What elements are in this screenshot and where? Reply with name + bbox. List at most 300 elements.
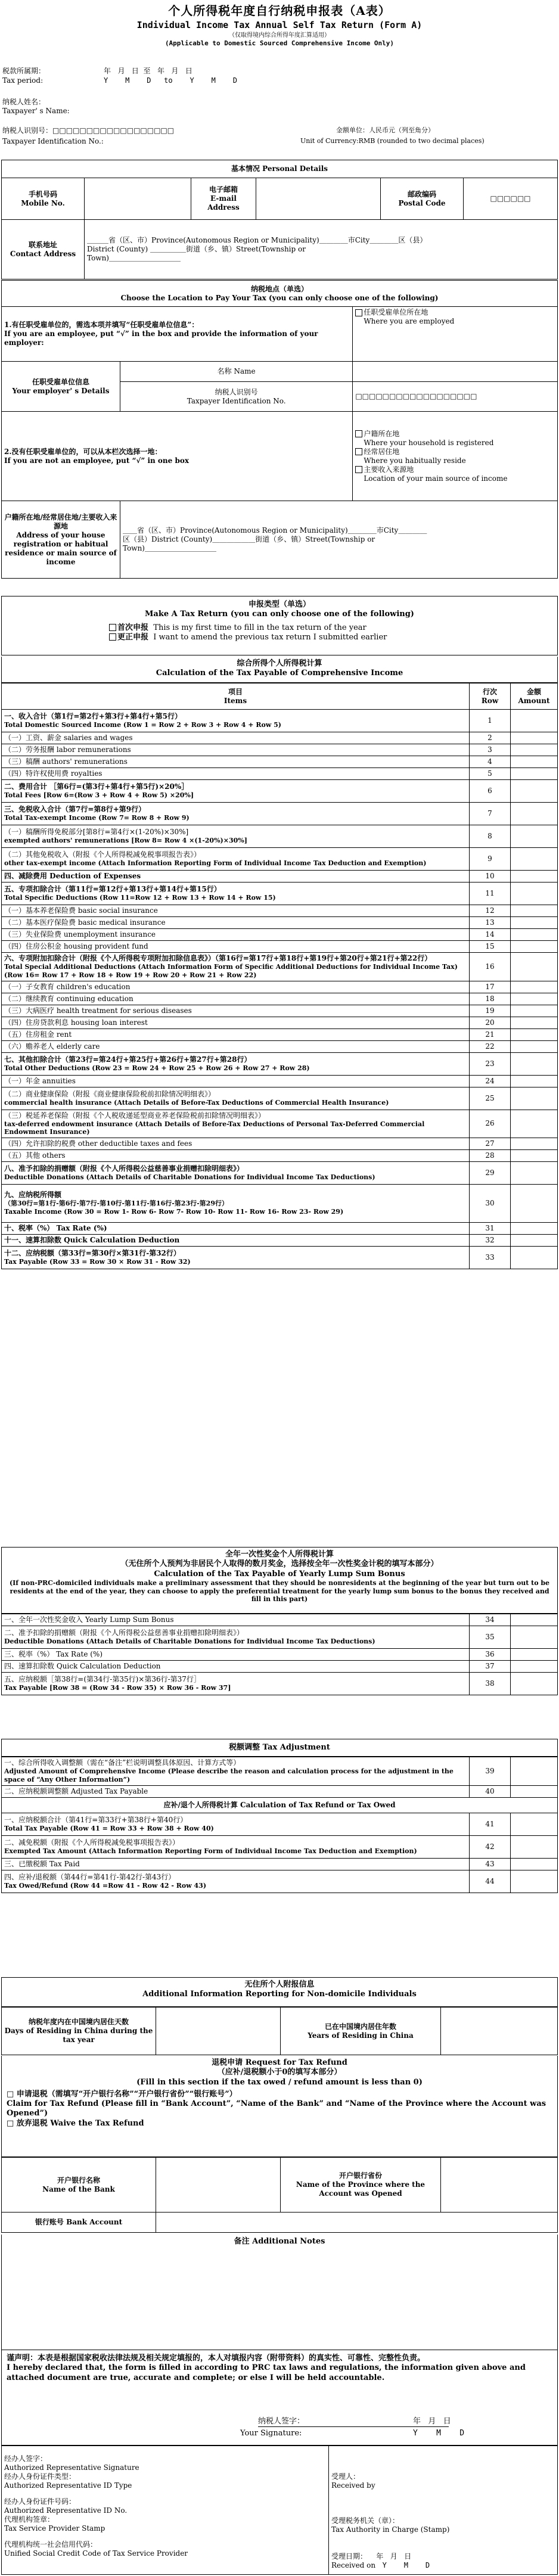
q1-checkbox[interactable] [355,309,362,316]
row-number: 42 [470,1835,511,1858]
row-item-label [2,1040,470,1052]
row-item-label-en: Total Fees [Row 6=(Row 3 + Row 4 + Row 5) ×20%] [4,791,194,800]
table-row [2,1858,558,1870]
bank-name-input[interactable] [156,2158,281,2213]
table-row [2,1661,558,1673]
location-title-en: Choose the Location to Pay Your Tax (you can only choose one of the following) [120,293,439,302]
row-amount-input[interactable] [511,848,558,871]
bank-table [1,2157,558,2233]
row-item-label-cn: （一）子女教育 children's education [4,982,131,991]
row-item-label-cn: 六、专项附加扣除合计（附报《个人所得税专项附加扣除信息表》）（第16行=第17行+第18行+第19行+第20行+第21行+第22行） [4,954,432,962]
row-item-label [2,1757,470,1786]
row-item-label [2,768,470,780]
authority-cn: 受理税务机关（章）： [331,2516,400,2525]
row-amount-input[interactable] [511,1040,558,1052]
col-item-en: Items [223,696,247,705]
unit-en: Unit of Currency:RMB (rounded to two decimal places) [300,137,485,145]
row-number: 29 [470,1162,511,1185]
sign-label-en: Your Signature: [240,2429,302,2438]
table-row [2,1185,558,1223]
bank-account-label-cn: 银行账号 [35,2218,64,2226]
q1-en: If you are an employee, put “√” in the box and provide the information of your employer: [4,330,318,347]
email-input[interactable] [256,178,381,220]
row-amount-input[interactable] [511,1075,558,1087]
row-item-label [2,1005,470,1017]
table-row [2,981,558,993]
recv-date-cn: 受理日期： [331,2552,368,2561]
provider-code-en[interactable]: Unified Social Credit Code of Tax Service Provider [4,2549,188,2558]
row-item-label [2,929,470,941]
refund-box [1,2056,558,2157]
table-row [2,1052,558,1075]
row-item-label [2,780,470,803]
mobile-label-cn: 手机号码 [28,189,57,198]
row-item-label-cn: （四）允许扣除的税费 other deductible taxes and fees [4,1139,192,1148]
hh-address-input[interactable] [120,501,558,579]
row-item-label-cn: （四）住房公积金 housing provident fund [4,942,148,950]
table-row [2,905,558,917]
row-number: 2 [470,732,511,744]
recv-date-en: Received on [331,2561,376,2569]
employer-name-input[interactable] [353,362,558,382]
row-item-label [2,848,470,871]
row-item-label-cn: （二）劳务报酬 labor remunerations [4,745,131,754]
row-amount-input[interactable] [511,953,558,981]
row-number: 19 [470,1005,511,1017]
row-item-label-cn: （一）工资、薪金 salaries and wages [4,734,133,742]
contact-line-3: Town)＿＿＿＿＿＿＿＿＿＿ [87,254,181,262]
bank-name-label-en: Name of the Bank [42,2185,115,2193]
bonus-table [1,1614,558,1695]
row-item-label [2,1110,470,1138]
row-item-label [2,1661,470,1673]
hh-line-2: 区（县）District (County)＿＿＿＿＿＿街道（乡、镇）Street(Township or [123,535,375,543]
col-amount-cn: 金额 [526,687,541,696]
adjust-table [1,1757,558,1893]
days-input[interactable] [156,2008,281,2055]
return-type-title-cn: 申报类型（单选） [248,600,310,609]
row-item-label-cn: （六）赡养老人 elderly care [4,1042,100,1051]
agent-sig-en[interactable]: Authorized Representative Signature [4,2463,139,2472]
provider-code-cn: 代理机构统一社会信用代码： [4,2540,98,2549]
row-item-label-cn: （一）稿酬所得免税部分[第8行=第4行×(1-20%)×30%] [4,828,189,837]
row-number: 21 [470,1028,511,1040]
row-number: 5 [470,768,511,780]
basic-info-title: 基本情况 Personal Details [2,160,558,178]
row-item-label-en: Total Tax-exempt Income (Row 7= Row 8 + Row 9) [4,814,190,822]
row-number: 22 [470,1040,511,1052]
row-item-label-en: Deductible Donations (Attach Details of Charitable Donations for Individual Income Tax Deductions) [4,1637,375,1646]
postal-label-cn: 邮政编码 [407,189,436,198]
postal-label-en: Postal Code [398,198,446,207]
period-value[interactable]: 年 月 日 至 年 月 日 [104,67,192,75]
sign-date[interactable]: 年 月 日 [413,2417,451,2426]
employer-tin-cn: 纳税人识别号 [215,387,258,396]
row-item-label [2,883,470,905]
table-row [2,756,558,768]
row-item-label-cn: （三）税延养老保险（附报《个人税收递延型商业养老保险税前扣除情况明细表》） [4,1111,266,1120]
row-item-label [2,1017,470,1028]
employer-name-cn: 名称 [217,367,232,375]
row-amount-input[interactable] [511,756,558,768]
table-row [2,1673,558,1695]
refund-apply-option[interactable]: □ 申请退税（需填写“开户银行名称”“开户银行省份”“银行账号”） [7,2089,237,2099]
row-item-label-cn: 一、综合所得收入调整额（需在“备注”栏说明调整具体原因、计算方式等） [4,1758,241,1767]
calc-title-cn: 综合所得个人所得税计算 [237,659,322,668]
row-item-label-en: Tax Payable (Row 33 = Row 30 × Row 31 - Row 32) [4,1258,191,1266]
row-item-label-cn: 四、速算扣除数 Quick Calculation Deduction [4,1662,161,1670]
row-number: 30 [470,1185,511,1223]
row-number: 25 [470,1087,511,1110]
agent-id-type-en[interactable]: Authorized Representative ID Type [4,2481,132,2490]
row-item-label-cn: （三）大病医疗 health treatment for serious diseases [4,1006,192,1015]
row-item-label-en: commercial health insurance (Attach Details of Before-Tax Deductions of Commercial Health Insurance) [4,1098,389,1107]
row-amount-input[interactable] [511,929,558,941]
row-item-label-cn: （一）基本养老保险费 basic social insurance [4,906,158,915]
bank-province-label-en: Name of the Province where the Account was Opened [296,2180,426,2198]
agent-id-no-en[interactable]: Authorized Representative ID No. [4,2506,128,2515]
opt-c-cn: 主要收入来源地 [364,465,414,474]
table-row [2,917,558,929]
table-row [2,1110,558,1138]
q1-cn: 1.有任职受雇单位的，需选本项并填写“任职受雇单位信息”： [4,321,199,329]
row-item-label [2,1673,470,1695]
row-amount-input[interactable] [511,1649,558,1661]
authority-en[interactable]: Tax Authority in Charge (Stamp) [331,2525,450,2534]
row-amount-input[interactable] [511,1150,558,1162]
row-item-label [2,1223,470,1235]
row-item-label-en: Tax Owed/Refund (Row 44 =Row 41 - Row 42 - Row 43) [4,1881,207,1890]
opt-b-cn: 经常居住地 [364,447,400,456]
row-number: 38 [470,1673,511,1695]
bank-account-input[interactable] [156,2213,558,2233]
table-row [2,825,558,848]
row-item-label-cn: 三、已缴税额 Tax Paid [4,1859,80,1868]
row-number: 44 [470,1870,511,1893]
row-amount-input[interactable] [511,1785,558,1797]
first-return-en: This is my first time to fill in the tax return of the year [153,623,367,632]
email-label-en: E-mail Address [207,194,240,212]
row-number: 8 [470,825,511,848]
row-number: 20 [470,1017,511,1028]
employer-tin-en: Taxpayer Identification No. [187,396,286,405]
email-label-cn: 电子邮箱 [209,185,238,194]
calc-table [1,683,558,1269]
contact-line-2: District (County) ＿＿＿＿＿街道（乡、镇）Street(Township or [87,245,306,253]
row-item-label [2,917,470,929]
first-return-cn: 首次申报 [117,623,149,632]
q2-cn: 2.没有任职受雇单位的，可以从本栏次选择一地： [4,447,162,456]
bonus-title-cn: 全年一次性奖金个人所得税计算 [225,1550,334,1559]
row-item-label-cn: 三、税率（%） Tax Rate (%) [4,1650,103,1658]
meta-block [2,67,557,151]
opt-c-en: Location of your main source of income [364,474,508,483]
taxpayer-name-cn: 纳税人姓名： [2,98,46,106]
table-row [2,1028,558,1040]
refund-calc-title: 应补/退个人所得税计算 Calculation of Tax Refund or Tax Owed [2,1797,558,1813]
row-item-label-cn: 二、减免税额（附报《个人所得税减免税事项报告表》） [4,1838,180,1847]
row-item-label [2,756,470,768]
row-item-label-en: Adjusted Amount of Comprehensive Income (Please describe the reason and calculation process for the adjustment in the space of “Any Other Information”) [4,1767,454,1783]
opt-a-en: Where your household is registered [364,438,494,447]
row-amount-input[interactable] [511,1626,558,1649]
row-amount-input[interactable] [511,1052,558,1075]
bonus-title-en: Calculation of the Tax Payable of Yearly Lump Sum Bonus [154,1569,405,1578]
row-item-label-cn: 四、减除费用 Deduction of Expenses [4,872,141,880]
notes-box[interactable] [1,2235,558,2350]
table-row [2,1626,558,1649]
table-row [2,1870,558,1893]
row-item-label-cn: 八、准予扣除的捐赠额（附报《个人所得税公益慈善事业捐赠扣除明细表》） [4,1164,244,1173]
row-item-label [2,1235,470,1247]
notes-title: 备注 Additional Notes [234,2237,325,2246]
row-amount-input[interactable] [511,1028,558,1040]
row-item-label-cn: 二、应纳税额调整额 Adjusted Tax Payable [4,1786,148,1795]
q1-option-cn: 任职受雇单位所在地 [364,308,428,316]
row-amount-input[interactable] [511,1247,558,1269]
row-number: 41 [470,1813,511,1835]
row-number: 24 [470,1075,511,1087]
row-item-label-en: tax-deferred endowment insurance (Attach Details of Before-Tax Deductions of Personal Tax-Deferred Commercial Endowment Insurance) [4,1120,425,1136]
opt-b-checkbox[interactable] [355,448,362,455]
table-row [2,710,558,732]
row-amount-input[interactable] [511,780,558,803]
received-by-en[interactable]: Received by [331,2481,375,2490]
row-item-label [2,1785,470,1797]
col-row-en: Row [481,696,499,705]
row-number: 1 [470,710,511,732]
row-amount-input[interactable] [511,871,558,883]
table-row [2,993,558,1005]
years-label-cn: 已在中国境内居住年数 [324,2022,396,2031]
row-amount-input[interactable] [511,1223,558,1235]
table-row [2,1075,558,1087]
row-item-label [2,1870,470,1893]
row-item-label [2,871,470,883]
sign-label-cn: 纳税人签字： [258,2417,305,2426]
row-amount-input[interactable] [511,825,558,848]
row-amount-input[interactable] [511,1087,558,1110]
form-applicability-en: (Applicable to Domestic Sourced Comprehensive Income Only) [164,39,395,48]
return-type-title-en: Make A Tax Return (you can only choose one of the following) [145,610,414,619]
table-row [2,953,558,981]
row-amount-input[interactable] [511,1162,558,1185]
provider-stamp-en[interactable]: Tax Service Provider Stamp [4,2524,105,2533]
bank-province-input[interactable] [441,2158,558,2213]
row-number: 6 [470,780,511,803]
calc-title-en: Calculation of the Tax Payable of Comprehensive Income [156,669,403,678]
period-value-en: Y M D to Y M D [104,76,237,85]
row-amount-input[interactable] [511,1757,558,1786]
row-item-label [2,803,470,825]
row-item-label-cn: 七、其他扣除合计（第23行=第24行+第25行+第26行+第27行+第28行） [4,1055,251,1064]
table-row [2,732,558,744]
row-amount-input[interactable] [511,905,558,917]
row-amount-input[interactable] [511,768,558,780]
row-item-label [2,732,470,744]
row-amount-input[interactable] [511,1858,558,1870]
row-amount-input[interactable] [511,1017,558,1028]
unit-cn: 金额单位：人民币元（列至角分） [336,126,434,134]
opt-a-checkbox[interactable] [355,430,362,437]
row-number: 23 [470,1052,511,1075]
row-number: 40 [470,1785,511,1797]
row-number: 14 [470,929,511,941]
row-number: 34 [470,1614,511,1626]
years-input[interactable] [441,2008,558,2055]
row-amount-input[interactable] [511,710,558,732]
table-row [2,1835,558,1858]
table-row [2,1223,558,1235]
row-item-label-cn: （二）继续教育 continuing education [4,994,133,1003]
row-item-label [2,1138,470,1150]
row-amount-input[interactable] [511,1673,558,1695]
row-amount-input[interactable] [511,1005,558,1017]
provider-stamp-cn: 代理机构签章： [4,2515,55,2524]
contact-label-cn: 联系地址 [28,240,57,249]
calc-title-box [1,657,558,683]
row-amount-input[interactable] [511,744,558,756]
row-item-label-en: （第30行=第1行-第6行-第7行-第10行-第11行-第16行-第23行-第29行） [4,1200,228,1208]
row-amount-input[interactable] [511,981,558,993]
amend-return-en: I want to amend the previous tax return I submitted earlier [153,632,387,642]
row-item-label-cn: （二）基本医疗保险费 basic medical insurance [4,918,166,927]
sign-date-en: Y M D [413,2429,465,2438]
first-return-checkbox[interactable] [109,624,116,631]
row-amount-input[interactable] [511,1185,558,1223]
row-item-label [2,993,470,1005]
row-amount-input[interactable] [511,883,558,905]
table-row [2,744,558,756]
table-row [2,871,558,883]
refund-sub-cn: （应补/退税额小于0的填写本部分） [217,2068,342,2077]
opt-c-checkbox[interactable] [355,466,362,473]
recv-date-en-value: Y M D [382,2561,430,2569]
opt-b-en: Where you habitually reside [364,456,466,465]
tin-boxes[interactable]: □□□□□□□□□□□□□□□□□□ [52,126,175,135]
row-amount-input[interactable] [511,1235,558,1247]
location-table [1,280,558,579]
refund-waive-option[interactable]: □ 放弃退税 Waive the Tax Refund [7,2118,144,2128]
nonresident-title-en: Additional Information Reporting for Non-domicile Individuals [142,1990,417,1999]
col-item-cn: 项目 [228,687,243,696]
bank-account-label-en: Bank Account [66,2218,123,2226]
refund-title-cn: 退税申请 [212,2058,243,2067]
amend-return-checkbox[interactable] [109,633,116,641]
row-number: 11 [470,883,511,905]
refund-calc-title-row [2,1797,558,1813]
row-number: 27 [470,1138,511,1150]
row-item-label [2,1813,470,1835]
row-item-label-cn: （四）住房贷款利息 housing loan interest [4,1018,148,1027]
row-number: 9 [470,848,511,871]
employer-tin-input[interactable]: □□□□□□□□□□□□□□□□□□ [353,382,558,412]
row-item-label-en: Total Other Deductions (Row 23 = Row 24 + Row 25 + Row 26 + Row 27 + Row 28) [4,1064,310,1072]
employer-label-cn: 任职受雇单位信息 [32,377,89,386]
row-item-label [2,1649,470,1661]
row-amount-input[interactable] [511,993,558,1005]
form-applicability-cn: （仅取得境内综合所得年度汇算适用） [229,32,330,39]
bonus-title-box [1,1547,558,1614]
agent-sig-cn: 经办人签字： [4,2454,48,2463]
table-row [2,1162,558,1185]
row-item-label [2,825,470,848]
form-title-en: Individual Income Tax Annual Self Tax Return (Form A) [136,20,423,30]
mobile-input[interactable] [85,178,191,220]
taxpayer-name-en[interactable]: Taxpayer' s Name: [2,107,70,115]
row-item-label [2,1835,470,1858]
row-amount-input[interactable] [511,1614,558,1626]
recv-date-value[interactable]: 年 月 日 [376,2552,412,2561]
row-amount-input[interactable] [511,1870,558,1893]
row-item-label-cn: 九、应纳税所得额 [4,1191,62,1200]
table-row [2,780,558,803]
hh-label-cn: 户籍所在地/经常居住地/主要收入来源地 [4,512,117,530]
row-amount-input[interactable] [511,803,558,825]
row-item-label [2,1626,470,1649]
row-item-label-cn: 二、费用合计 ［第6行=(第3行+第4行+第5行)×20%］ [4,782,189,791]
table-row [2,1247,558,1269]
row-item-label-en: other tax-exempt income (Attach Information Reporting Form of Individual Income Tax Deduction and Exemption) [4,859,427,868]
table-row [2,768,558,780]
basic-info-table [1,160,558,279]
row-item-label [2,1075,470,1087]
row-item-label [2,744,470,756]
table-row [2,1757,558,1786]
row-item-label [2,1614,470,1626]
contact-address-input[interactable] [85,220,558,279]
opt-a-cn: 户籍所在地 [364,429,400,438]
row-number: 36 [470,1649,511,1661]
postal-input[interactable]: □□□□□□ [464,178,558,220]
row-item-label-cn: 五、应纳税额［第38行=(第34行-第35行)×第36行-第37行］ [4,1675,201,1684]
row-amount-input[interactable] [511,941,558,953]
nonresident-title-cn: 无住所个人附报信息 [244,1980,315,1989]
days-label-en: Days of Residing in China during the tax year [4,2027,153,2044]
mobile-label-en: Mobile No. [21,198,65,207]
row-number: 7 [470,803,511,825]
table-row [2,1005,558,1017]
row-number: 15 [470,941,511,953]
row-item-label-cn: 五、专项扣除合计（第11行=第12行+第13行+第14行+第15行） [4,885,221,894]
row-item-label-en: Total Tax Payable (Row 41 = Row 33 + Row 38 + Row 40) [4,1824,214,1832]
row-amount-input[interactable] [511,1138,558,1150]
nonresident-table [1,2007,558,2055]
row-number: 31 [470,1223,511,1235]
received-by-cn: 受理人： [331,2472,361,2481]
row-number: 16 [470,953,511,981]
table-row [2,1138,558,1150]
row-amount-input[interactable] [511,1813,558,1835]
row-number: 3 [470,744,511,756]
row-item-label-en: Deductible Donations (Attach Details of Charitable Donations for Individual Income Tax Deductions) [4,1173,375,1182]
form-title-cn: 个人所得税年度自行纳税申报表（A表） [168,4,391,18]
row-amount-input[interactable] [511,1835,558,1858]
row-item-label-cn: （五）住房租金 rent [4,1030,72,1039]
row-item-label-cn: 三、免税收入合计（第7行=第8行+第9行） [4,805,146,814]
row-amount-input[interactable] [511,1110,558,1138]
row-number: 13 [470,917,511,929]
row-amount-input[interactable] [511,1661,558,1673]
row-item-label-cn: （五）其他 others [4,1151,66,1160]
table-row [2,1087,558,1110]
table-row [2,1040,558,1052]
row-amount-input[interactable] [511,917,558,929]
row-amount-input[interactable] [511,732,558,744]
row-item-label-en: Taxable Income (Row 30 = Row 1- Row 6- Row 7- Row 10- Row 11- Row 16- Row 23- Row 29) [4,1208,344,1216]
table-row [2,1813,558,1835]
row-item-label [2,1858,470,1870]
